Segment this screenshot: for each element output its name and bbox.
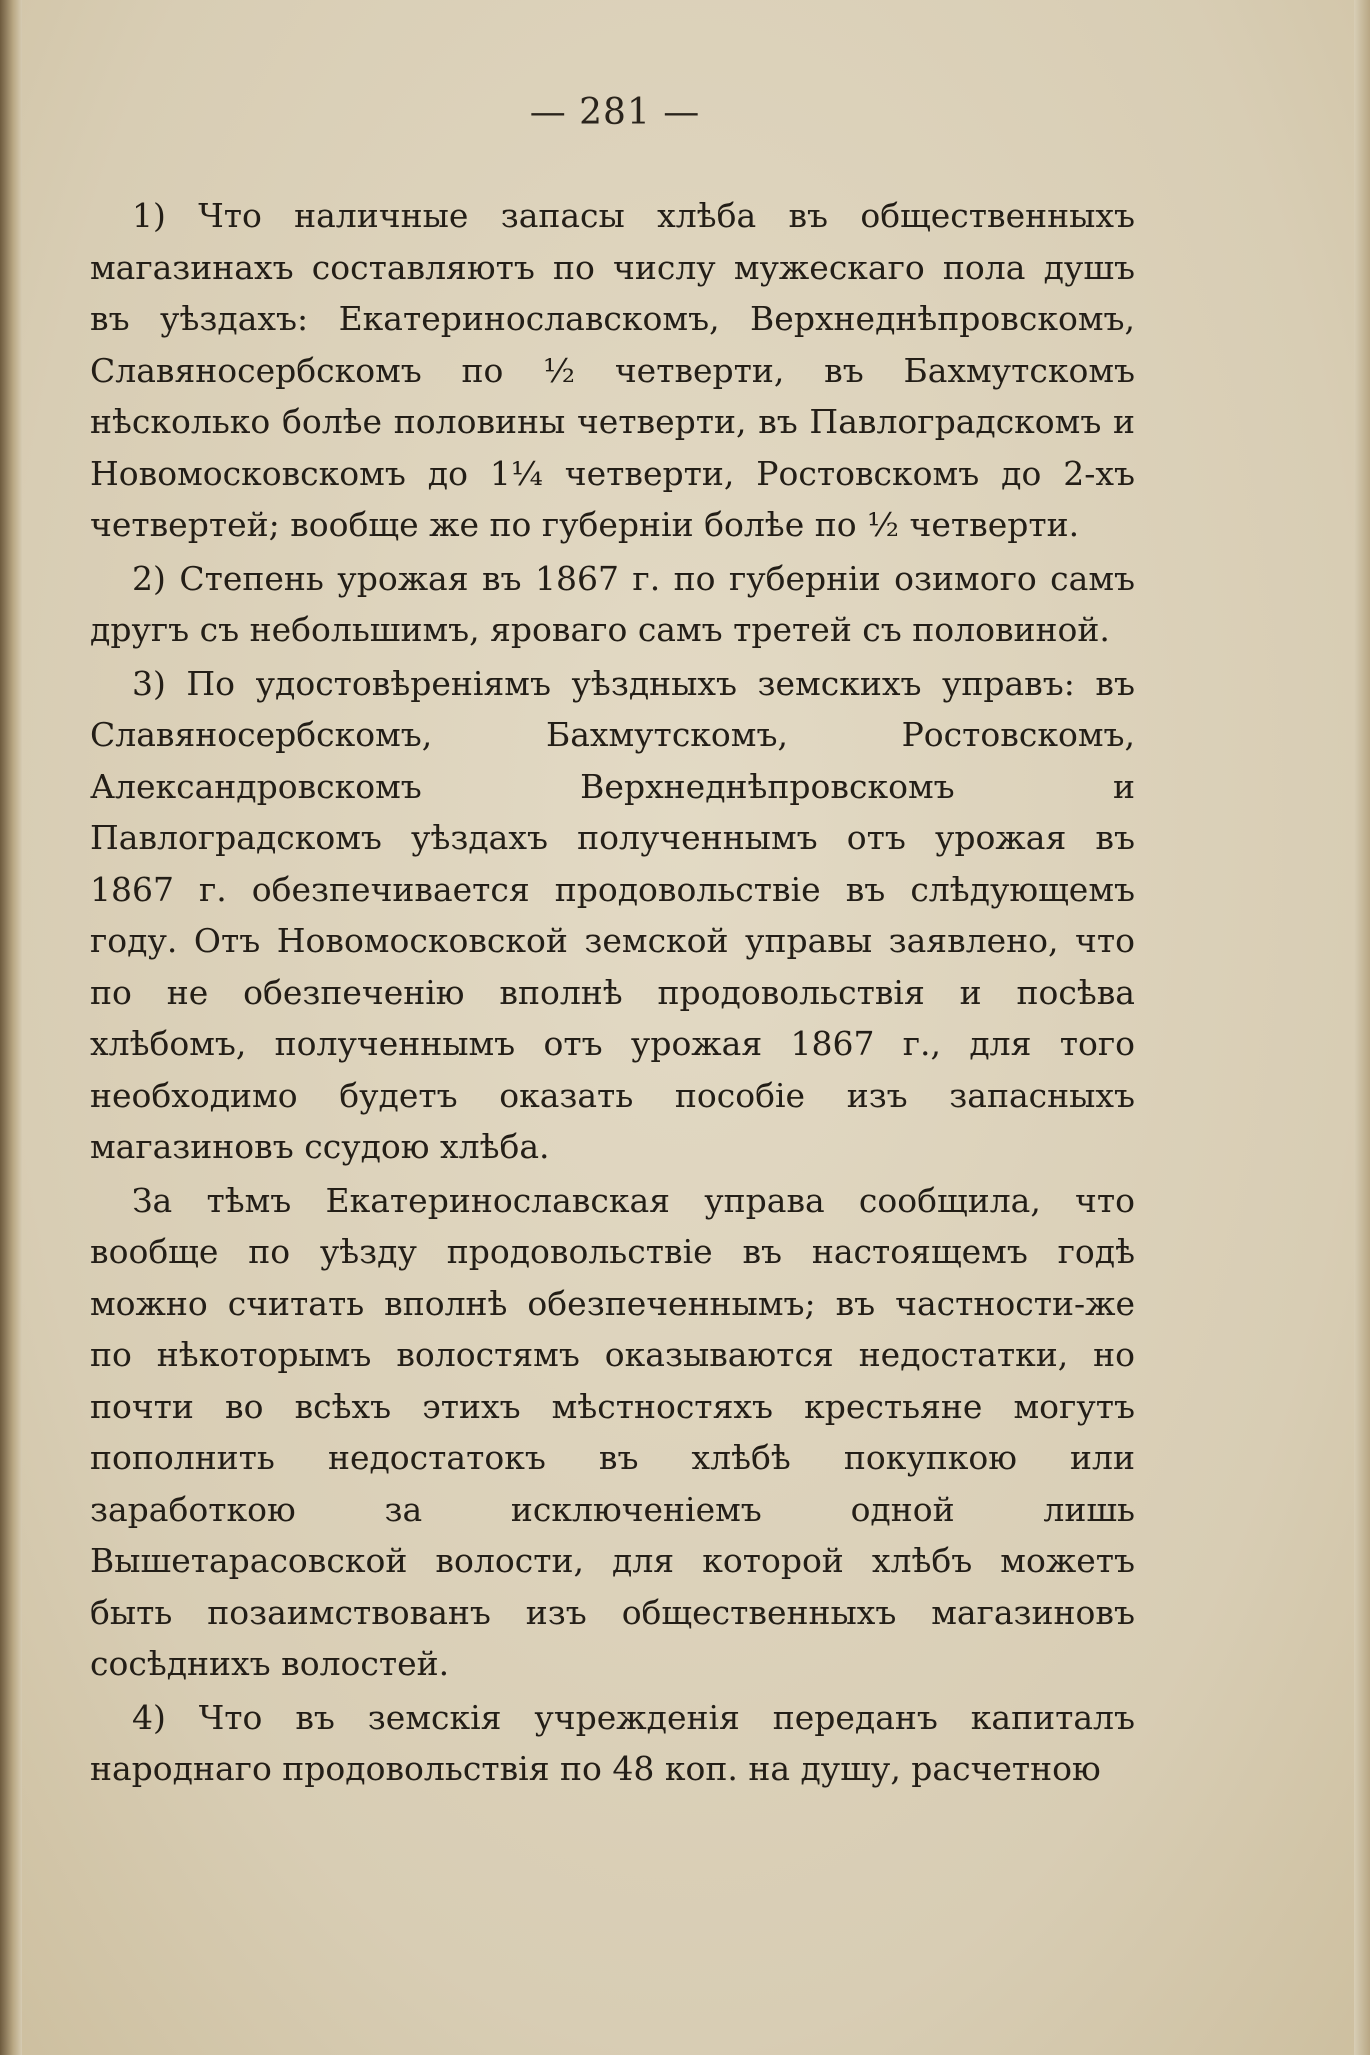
paragraph-4: За тѣмъ Екатеринославская управа сообщила, что вообще по уѣзду продовольствіе въ настоящемъ годѣ можно считать вполнѣ обезпеченнымъ; въ частности-же по нѣкоторымъ волостямъ оказываются недостатки, но почти во всѣхъ этихъ мѣстностяхъ крестьяне могутъ пополнить недостатокъ въ хлѣбѣ покупкою или заработкою за исключеніемъ одной лишь Вышетарасовской волости, для которой хлѣбъ можетъ быть позаимствованъ изъ общественныхъ магазиновъ сосѣднихъ волостей. (90, 1180, 1135, 1683)
page-binding-shadow (0, 0, 22, 2055)
paragraph-5: 4) Что въ земскія учрежденія переданъ капиталъ народнаго продовольствія по 48 коп. на душу, расчетною (90, 1697, 1135, 1788)
paragraph-1: 1) Что наличные запасы хлѣба въ общественныхъ магазинахъ составляютъ по числу мужескаго пола душъ въ уѣздахъ: Екатеринославскомъ, Верхнеднѣпровскомъ, Славяносербскомъ по ½ четверти, въ Бахмутскомъ нѣсколько болѣе половины четверти, въ Павлоградскомъ и Новомосковскомъ до 1¼ четверти, Ростовскомъ до 2-хъ четвертей; вообще же по губерніи болѣе по ½ четверти. (90, 196, 1135, 544)
paragraph-2: 2) Степень урожая въ 1867 г. по губерніи озимого самъ другъ съ небольшимъ, яроваго самъ третей съ половиной. (90, 558, 1135, 649)
page-number: — 281 — (529, 92, 701, 133)
page-edge (1354, 0, 1370, 2055)
paragraph-3: 3) По удостовѣреніямъ уѣздныхъ земскихъ управъ: въ Славяносербскомъ, Бахмутскомъ, Ростовскомъ, Александровскомъ Верхнеднѣпровскомъ и Павлоградскомъ уѣздахъ полученнымъ отъ урожая въ 1867 г. обезпечивается продовольствіе въ слѣдующемъ году. Отъ Новомосковской земской управы заявлено, что по не обезпеченію вполнѣ продовольствія и посѣва хлѣбомъ, полученнымъ отъ урожая 1867 г., для того необходимо будетъ оказать пособіе изъ запасныхъ магазиновъ ссудою хлѣба. (90, 663, 1135, 1166)
body-text (90, 190, 1135, 1797)
